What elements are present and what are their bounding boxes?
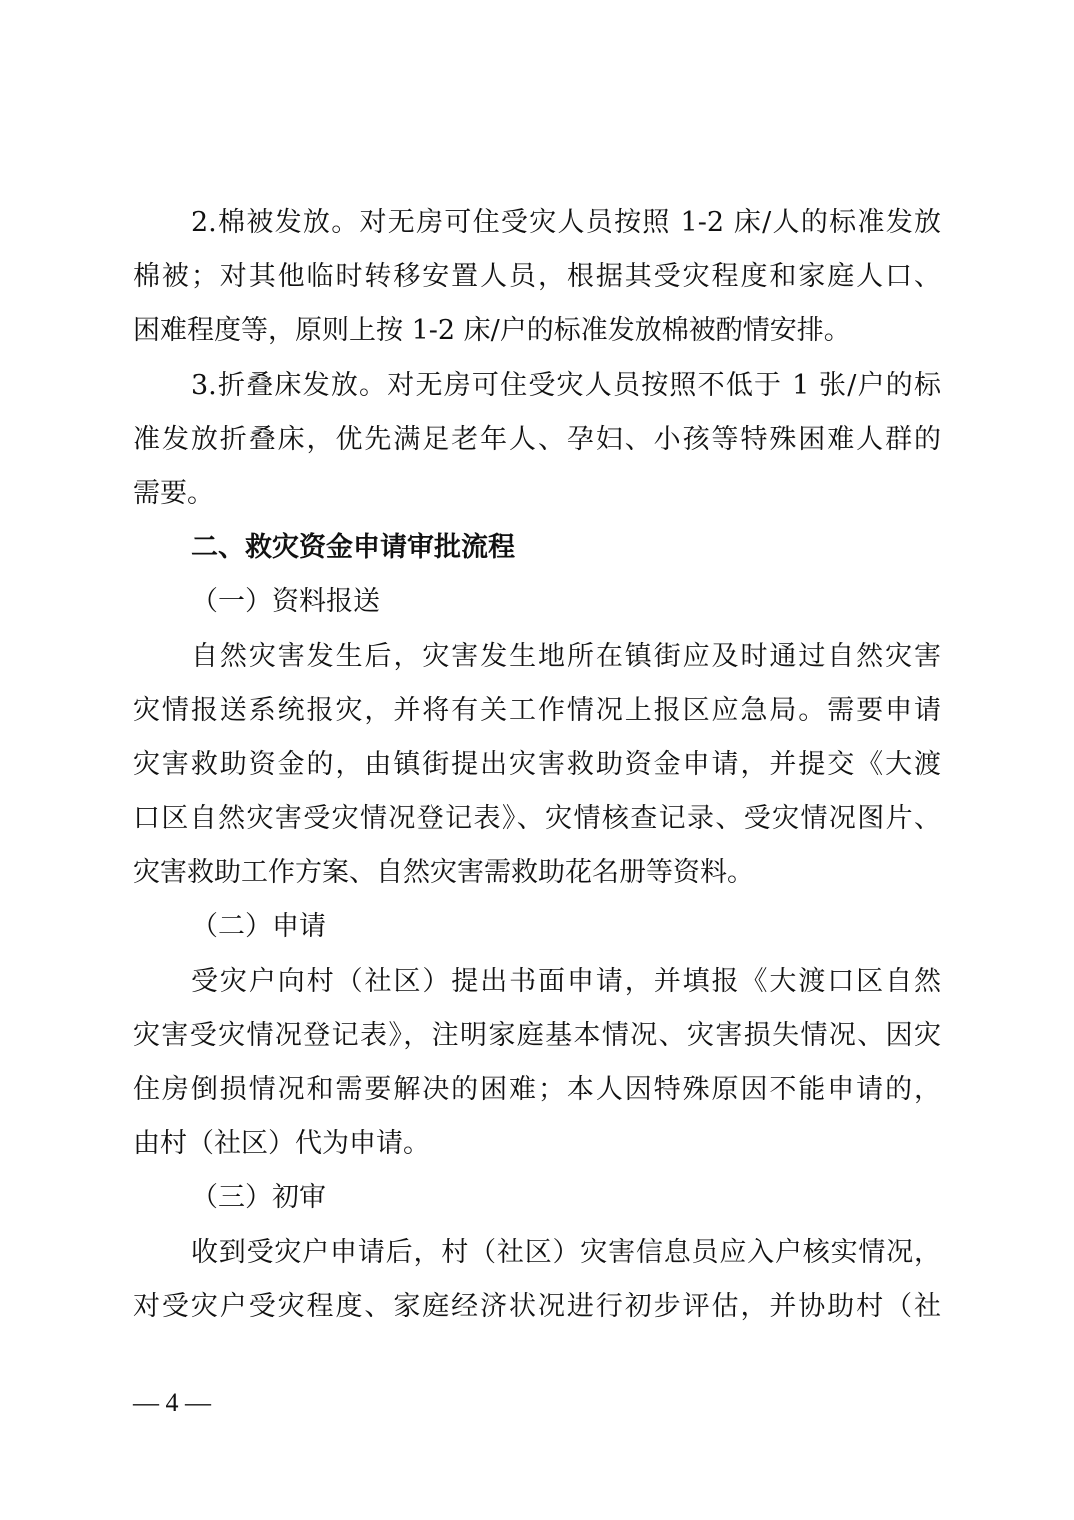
section-heading: 二、救灾资金申请审批流程 [191,532,515,564]
subsection-heading: （一）资料报送 [191,586,380,618]
paragraph-line: 收到受灾户申请后，村（社区）灾害信息员应入户核实情况， [191,1236,941,1268]
paragraph-line: 困难程度等，原则上按 1-2 床/户的标准发放棉被酌情安排。 [133,315,851,347]
paragraph-line: 棉被；对其他临时转移安置人员，根据其受灾程度和家庭人口、 [133,261,941,293]
paragraph-line: 3.折叠床发放。对无房可住受灾人员按照不低于 1 张/户的标 [191,369,941,401]
subsection-heading: （三）初审 [191,1182,326,1214]
paragraph-line: 由村（社区）代为申请。 [133,1128,430,1160]
paragraph-line: 灾害救助资金的，由镇街提出灾害救助资金申请，并提交《大渡 [133,748,941,780]
paragraph-line: 对受灾户受灾程度、家庭经济状况进行初步评估，并协助村（社 [133,1290,941,1322]
paragraph-line: 灾情报送系统报灾，并将有关工作情况上报区应急局。需要申请 [133,694,941,726]
paragraph-line: 口区自然灾害受灾情况登记表》、灾情核查记录、受灾情况图片、 [133,803,941,835]
paragraph-line: 住房倒损情况和需要解决的困难；本人因特殊原因不能申请的， [133,1074,941,1105]
paragraph-line: 2.棉被发放。对无房可住受灾人员按照 1-2 床/人的标准发放 [191,207,941,238]
page-number: — 4 — [133,1388,211,1417]
paragraph-line: 受灾户向村（社区）提出书面申请，并填报《大渡口区自然 [191,965,941,997]
subsection-heading: （二）申请 [191,911,326,943]
document-body [133,196,941,1334]
paragraph-line: 灾害受灾情况登记表》，注明家庭基本情况、灾害损失情况、因灾 [133,1019,941,1051]
paragraph-line: 自然灾害发生后，灾害发生地所在镇街应及时通过自然灾害 [191,640,941,672]
paragraph-line: 需要。 [133,477,214,509]
paragraph-line: 灾害救助工作方案、自然灾害需救助花名册等资料。 [133,857,754,889]
paragraph-line: 准发放折叠床，优先满足老年人、孕妇、小孩等特殊困难人群的 [133,423,941,455]
